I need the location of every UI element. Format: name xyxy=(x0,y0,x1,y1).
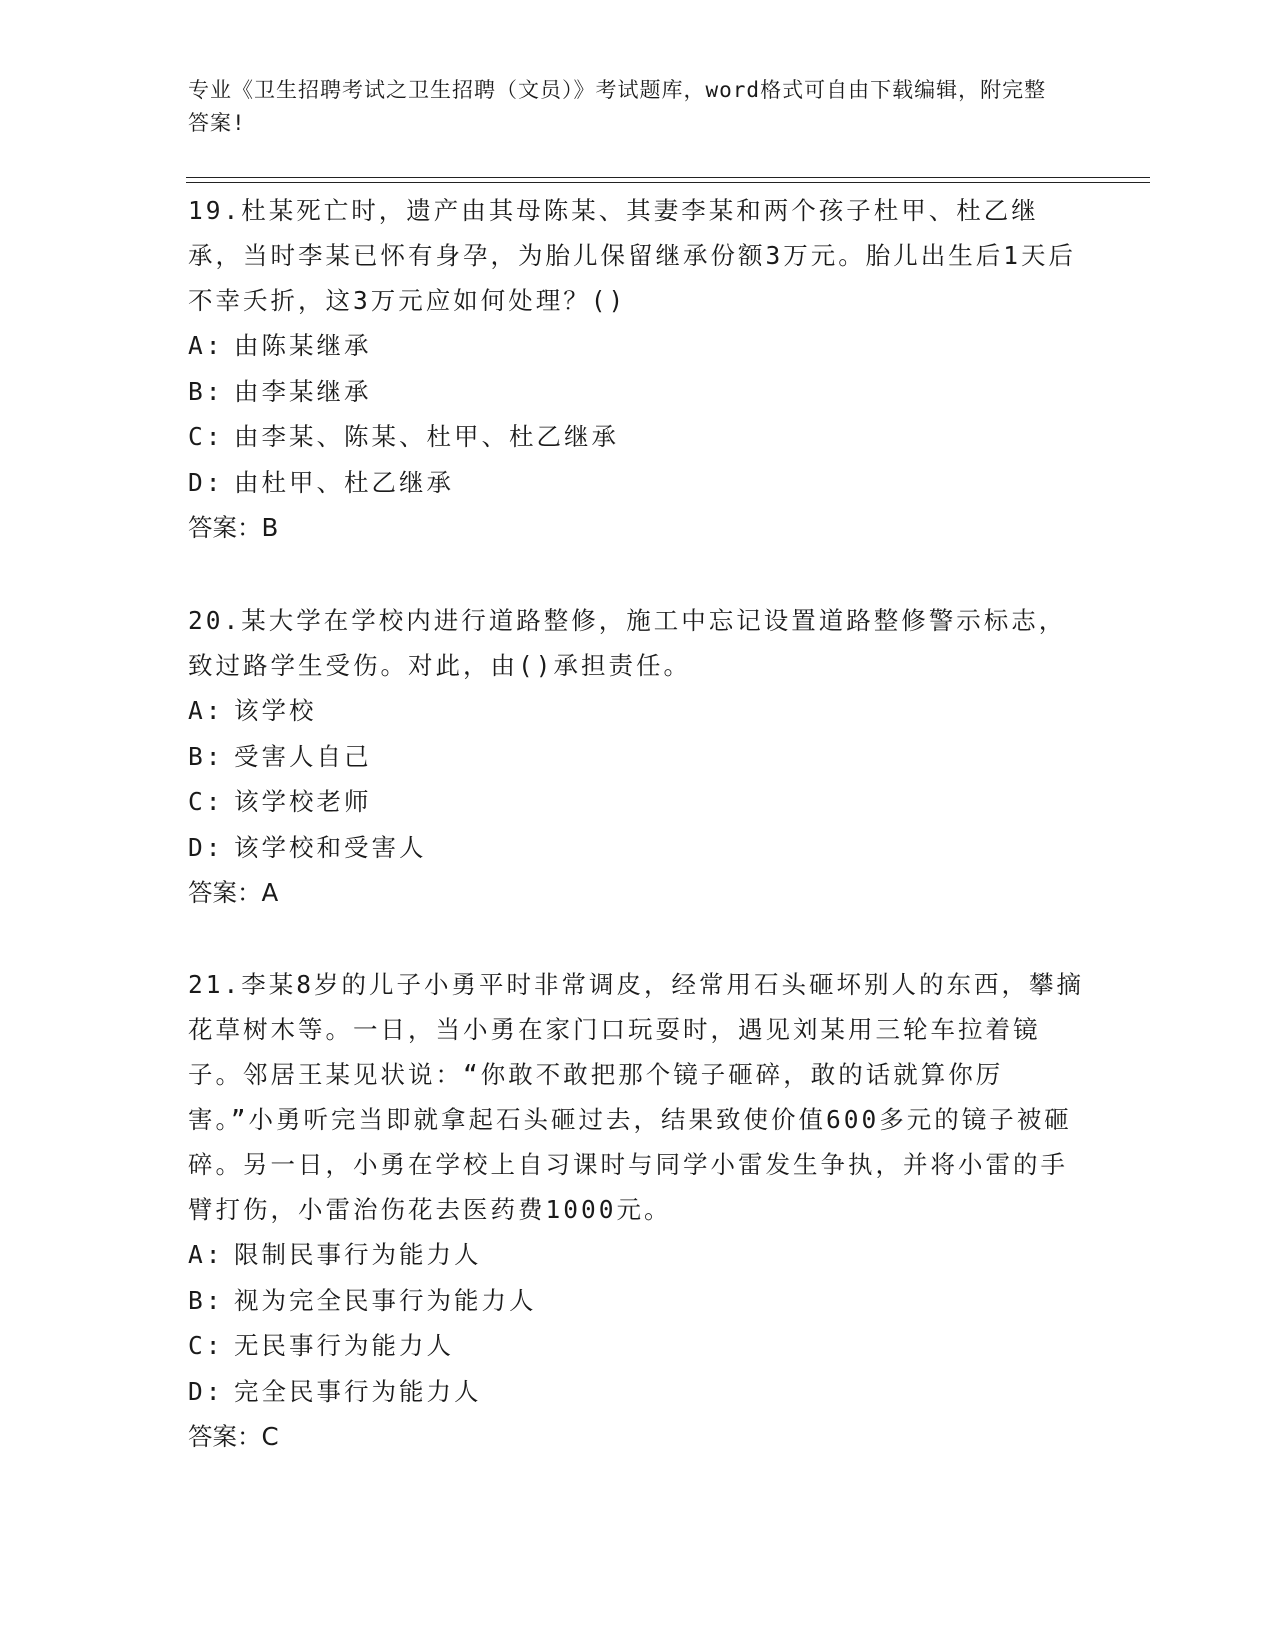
option-c xyxy=(188,1323,1088,1369)
option-text: 该学校 xyxy=(234,696,317,725)
option-key: A: xyxy=(188,1240,224,1269)
question-20 xyxy=(188,598,1088,916)
option-text: 由李某继承 xyxy=(234,376,372,406)
document-header: 专业《卫生招聘考试之卫生招聘（文员）》考试题库，word格式可自由下载编辑，附完整答案! xyxy=(188,78,1047,135)
question-stem: 20.某大学在学校内进行道路整修，施工中忘记设置道路整修警示标志，致过路学生受伤。对此，由()承担责任。 xyxy=(188,606,1067,680)
option-key: D: xyxy=(188,1376,224,1406)
option-text: 由陈某继承 xyxy=(234,331,372,360)
option-d xyxy=(188,825,1088,871)
option-a xyxy=(188,1232,1088,1278)
option-c xyxy=(188,779,1088,825)
option-text: 完全民事行为能力人 xyxy=(234,1376,482,1406)
option-key: C: xyxy=(188,787,224,816)
option-b xyxy=(188,369,1088,415)
option-key: B: xyxy=(188,1285,224,1315)
answer-line: 答案：A xyxy=(188,878,279,907)
header-divider-bottom xyxy=(186,182,1150,183)
option-a xyxy=(188,688,1088,734)
option-a xyxy=(188,323,1088,369)
header-divider-top xyxy=(186,177,1150,178)
answer-line: 答案：B xyxy=(188,513,279,542)
option-c xyxy=(188,414,1088,460)
option-text: 视为完全民事行为能力人 xyxy=(234,1285,537,1315)
option-text: 由杜甲、杜乙继承 xyxy=(234,467,454,497)
option-text: 该学校和受害人 xyxy=(234,832,427,862)
option-b xyxy=(188,734,1088,780)
option-text: 由李某、陈某、杜甲、杜乙继承 xyxy=(234,422,619,451)
option-key: D: xyxy=(188,832,224,862)
option-key: B: xyxy=(188,741,224,771)
question-19 xyxy=(188,188,1088,551)
option-text: 受害人自己 xyxy=(234,741,372,771)
option-d xyxy=(188,1369,1088,1415)
option-key: C: xyxy=(188,1331,224,1360)
option-key: C: xyxy=(188,422,224,451)
question-stem: 21.李某8岁的儿子小勇平时非常调皮，经常用石头砸坏别人的东西，攀摘花草树木等。一日，当小勇在家门口玩耍时，遇见刘某用三轮车拉着镜子。邻居王某见状说：“你敢不敢把那个镜子砸碎，敢的话就算你厉害。”小勇听完当即就拿起石头砸过去，结果致使价值600多元的镜子被砸碎。另一日，小勇在学校上自习课时与同学小雷发生争执，并将小雷的手臂打伤，小雷治伤花去医药费1000元。 xyxy=(188,970,1084,1224)
option-text: 无民事行为能力人 xyxy=(234,1331,454,1360)
option-key: A: xyxy=(188,696,224,725)
answer-line: 答案：C xyxy=(188,1422,279,1451)
question-stem: 19.杜某死亡时，遗产由其母陈某、其妻李某和两个孩子杜甲、杜乙继承，当时李某已怀有身孕，为胎儿保留继承份额3万元。胎儿出生后1天后不幸夭折，这3万元应如何处理？() xyxy=(188,196,1076,315)
option-key: B: xyxy=(188,376,224,406)
option-key: D: xyxy=(188,467,224,497)
question-21 xyxy=(188,962,1088,1460)
option-text: 限制民事行为能力人 xyxy=(234,1240,482,1269)
option-key: A: xyxy=(188,331,224,360)
option-d xyxy=(188,460,1088,506)
option-b xyxy=(188,1278,1088,1324)
option-text: 该学校老师 xyxy=(234,787,372,816)
